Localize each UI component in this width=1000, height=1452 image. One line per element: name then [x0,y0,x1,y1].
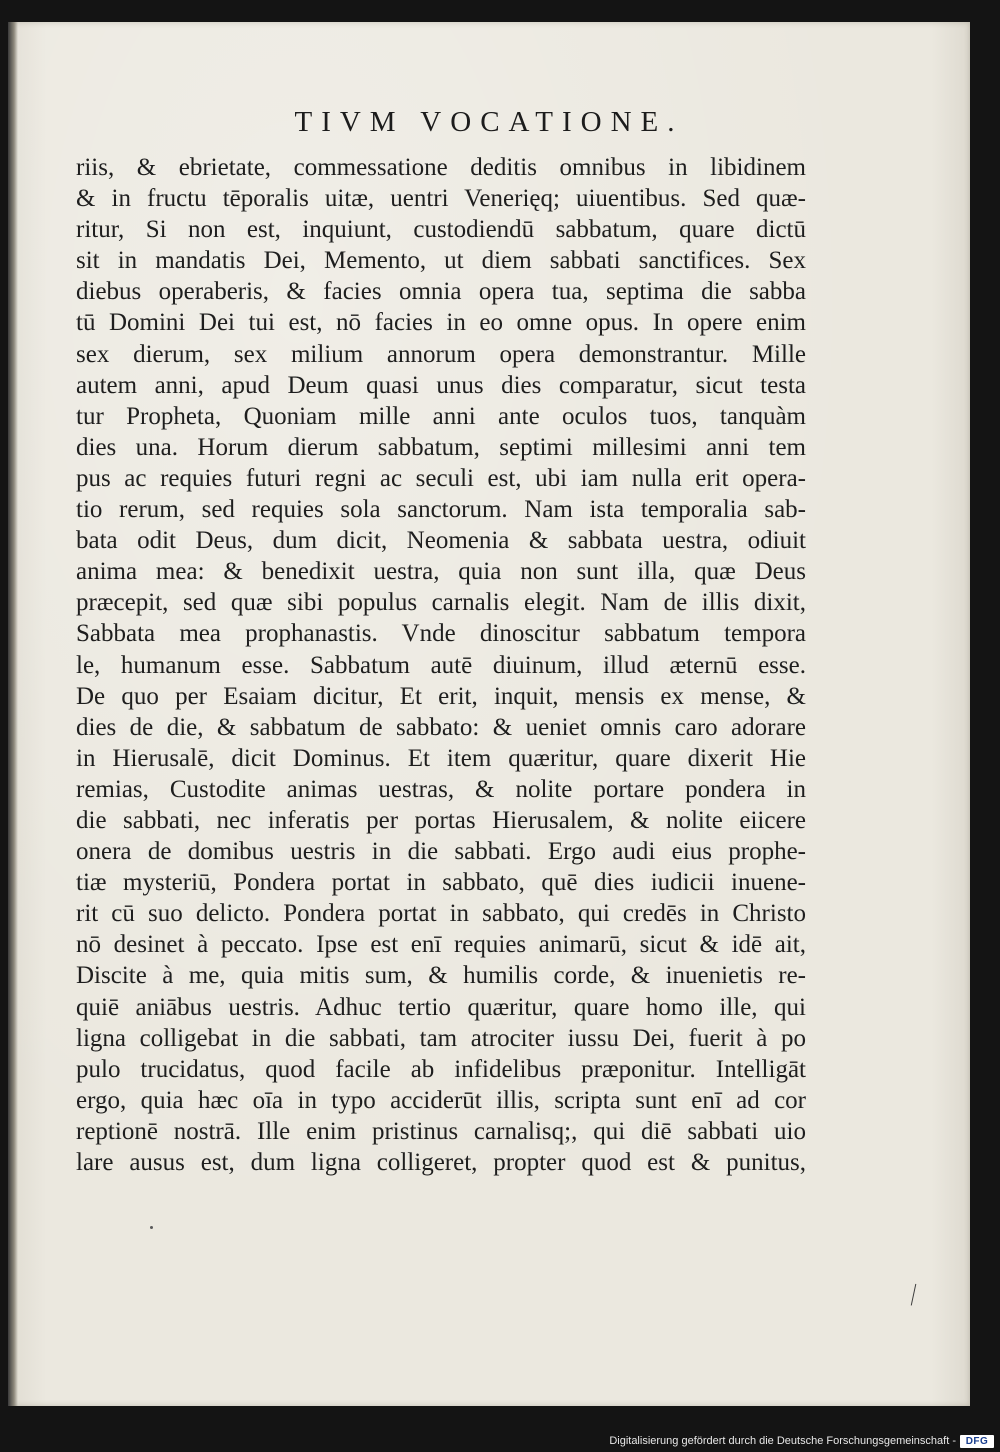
page-edge [8,22,18,1406]
text-line: De quo per Esaiam dicitur, Et erit, inquit, mensis ex mense, & [76,682,806,710]
text-line: pus ac requies futuri regni ac seculi est, ubi iam nulla erit opera- [76,464,806,492]
text-line: die sabbati, nec inferatis per portas Hierusalem, & nolite eiicere [76,806,806,834]
text-line: reptionē nostrā. Ille enim pristinus carnalisq;, qui diē sabbati uio [76,1117,806,1145]
text-line: quiē aniābus uestris. Adhuc tertio quæritur, quare homo ille, qui [76,993,806,1021]
text-line: in Hierusalē, dicit Dominus. Et item quæritur, quare dixerit Hie [76,744,806,772]
text-line: ritur, Si non est, inquiunt, custodiendū sabbatum, quare dictū [76,216,806,244]
text-line: ligna colligebat in die sabbati, tam atrociter iussu Dei, fuerit à po [76,1024,806,1052]
text-line: tū Domini Dei tui est, nō facies in eo omne opus. In opere enim [76,309,806,337]
text-line: & in fructu tēporalis uitæ, uentri Venerięq; uiuentibus. Sed quæ- [76,185,806,213]
text-line: riis, & ebrietate, commessatione deditis omnibus in libidinem [76,154,806,181]
text-line: pulo trucidatus, quod facile ab infidelibus præponitur. Intelligāt [76,1055,806,1083]
text-line: le, humanum esse. Sabbatum autē diuinum, illud æternū esse. [76,651,806,679]
text-line: rit cū suo delicto. Pondera portat in sabbato, qui credēs in Christo [76,900,806,928]
text-line: remias, Custodite animas uestras, & nolite portare pondera in [76,775,806,803]
text-line: tiæ mysteriū, Pondera portat in sabbato, quē dies iudicii inuene- [76,869,806,897]
text-line: dies de die, & sabbatum de sabbato: & ueniet omnis caro adorare [76,713,806,741]
text-line: nō desinet à peccato. Ipse est enī requies animarū, sicut & idē ait, [76,931,806,959]
margin-mark [911,1284,919,1306]
text-line: Discite à me, quia mitis sum, & humilis corde, & inuenietis re- [76,962,806,990]
digitization-credit: Digitalisierung gefördert durch die Deutsche Forschungsgemeinschaft - [609,1435,956,1447]
running-head: TIVM VOCATIONE. [294,106,684,138]
text-line: sex dierum, sex milium annorum opera demonstrantur. Mille [76,340,806,368]
text-line: Sabbata mea prophanastis. Vnde dinoscitur sabbatum tempora [76,620,806,648]
footer-bar [0,1434,1000,1452]
text-line: sit in mandatis Dei, Memento, ut diem sabbati sanctifices. Sex [76,247,806,275]
text-line: tio rerum, sed requies sola sanctorum. Nam ista temporalia sab- [76,496,806,524]
text-line: præcepit, sed quæ sibi populus carnalis elegit. Nam de illis dixit, [76,589,806,617]
book-page [8,22,970,1406]
text-line: dies una. Horum dierum sabbatum, septimi millesimi anni tem [76,433,806,461]
text-line: anima mea: & benedixit uestra, quia non sunt illa, quæ Deus [76,558,806,586]
text-block [76,152,806,1178]
text-line: onera de domibus uestris in die sabbati. Ergo audi eius prophe- [76,838,806,866]
dfg-logo-text: DFG [965,1436,989,1447]
ink-speck [150,1226,153,1229]
text-line: autem anni, apud Deum quasi unus dies comparatur, sicut testa [76,371,806,399]
text-line: bata odit Deus, dum dicit, Neomenia & sabbata uestra, odiuit [76,527,806,555]
text-line: lare ausus est, dum ligna colligeret, propter quod est & punitus, [76,1149,806,1176]
text-line: ergo, quia hæc oīa in typo acciderūt illis, scripta sunt enī ad cor [76,1086,806,1114]
text-line: diebus operaberis, & facies omnia opera tua, septima die sabba [76,278,806,306]
dfg-logo [960,1435,994,1448]
text-line: tur Propheta, Quoniam mille anni ante oculos tuos, tanquàm [76,402,806,430]
